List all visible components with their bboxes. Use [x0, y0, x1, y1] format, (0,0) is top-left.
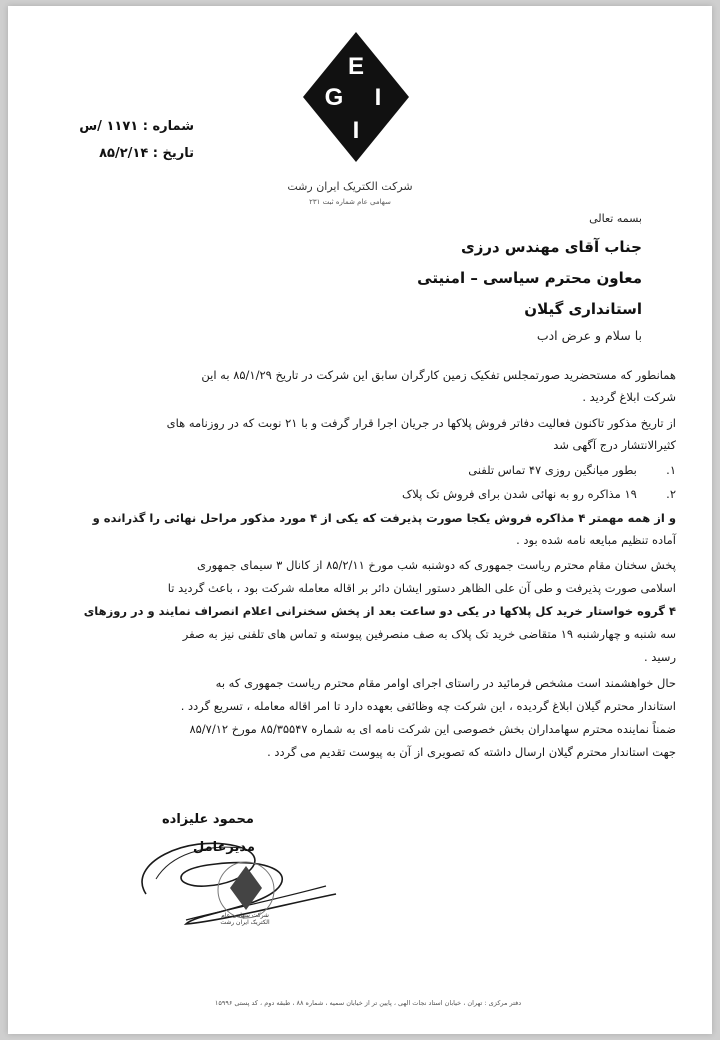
list-item-text: بطور میانگین روزی ۴۷ تماس تلفنی	[468, 463, 637, 477]
addressee-title: معاون محترم سیاسی – امنیتی	[417, 269, 642, 287]
stamp-line: الکتریک ایران رشت	[220, 919, 270, 926]
stamp-text	[200, 912, 290, 926]
addressee-office: استانداری گیلان	[524, 300, 642, 318]
list-item-number: ۱.	[666, 463, 676, 477]
body-line: سه شنبه و چهارشنبه ۱۹ متقاضی خرید تک پلاک به صف منصرفین پیوسته و تماس های تلفنی نیز به صفر	[182, 627, 676, 641]
list-item-number: ۲.	[666, 487, 676, 501]
signer-name: محمود علیزاده	[162, 812, 254, 827]
letter-number: شماره : ۱۱۷۱ /س	[79, 119, 194, 134]
egi-logo	[301, 30, 411, 164]
body-line: از تاریخ مذکور تاکنون فعالیت دفاتر فروش پلاکها در جریان اجرا قرار گرفت و با ۲۱ نوبت که در روزنامه های	[166, 416, 676, 430]
footer-address: دفتر مرکزی : تهران ، خیابان استاد نجات الهی ، پایین تر از خیابان سمیه ، شماره ۸۸ ، طبقه دوم ، کد پستی ۱۵۹۹۶	[214, 999, 522, 1007]
body-line: آماده تنظیم مبایعه نامه شده بود .	[516, 533, 676, 547]
list-item	[468, 463, 676, 477]
body-line: جهت استاندار محترم گیلان ارسال داشته که تصویری از آن به پیوست تقدیم می گردد .	[267, 745, 676, 759]
body-line: حال خواهشمند است مشخص فرمائید در راستای اجرای اوامر مقام محترم ریاست جمهوری که به	[215, 676, 676, 690]
logo-letter-g: G	[324, 84, 344, 111]
greeting: با سلام و عرض ادب	[536, 328, 642, 343]
logo-letter-e: E	[347, 53, 365, 80]
body-line: همانطور که مستحضرید صورتمجلس تفکیک زمین کارگران سابق این شرکت در تاریخ ۸۵/۱/۲۹ به این	[201, 368, 676, 382]
body-line: و از همه مهمتر ۴ مذاکره فروش یکجا صورت پذیرفت که یکی از ۴ مورد مذکور مراحل نهائی را گذرانده و	[92, 511, 676, 525]
letter-date: تاریخ : ۸۵/۲/۱۴	[99, 146, 194, 161]
body-line: ضمناً نماینده محترم سهامداران بخش خصوصی این شرکت نامه ای به شماره ۸۵/۳۵۵۴۷ مورخ ۸۵/۷/۱۲	[189, 722, 676, 736]
body-line: کثیرالانتشار درج آگهی شد	[553, 438, 676, 452]
letter-page	[8, 6, 712, 1034]
body-line: پخش سخنان مقام محترم ریاست جمهوری که دوشنبه شب مورخ ۸۵/۲/۱۱ از کانال ۳ سیمای جمهوری	[197, 558, 676, 572]
company-name: شرکت الکتریک ایران رشت	[287, 180, 413, 193]
body-line: ۴ گروه خواستار خرید کل پلاکها در یکی دو ساعت بعد از پخش سخنرانی اعلام انصراف نمایند و در روزهای	[83, 604, 676, 618]
logo-letter-i-bottom: I	[352, 117, 360, 144]
stamp-line: شرکت سهامی عام	[221, 912, 269, 919]
body-line: اسلامی صورت پذیرفت و طی آن علی الظاهر دستور ایشان دائر بر اقاله معامله شرکت بود ، باعث گردید تا	[167, 581, 676, 595]
addressee-name: جناب آقای مهندس درزی	[460, 238, 642, 256]
salutation: بسمه تعالی	[589, 212, 642, 225]
body-line: استاندار محترم گیلان ابلاغ گردیده ، این شرکت چه وظائفی بعهده دارد تا امر اقاله معامله ، تسریع گردد .	[180, 699, 676, 713]
body-line: شرکت ابلاغ گردید .	[582, 390, 676, 404]
company-registration: سهامی عام شماره ثبت ۲۳۱	[309, 198, 391, 206]
logo-letter-i-middle: I	[374, 84, 382, 111]
signer-title: مدیرعامل	[193, 840, 255, 855]
body-line: رسید .	[643, 650, 676, 664]
list-item-text: ۱۹ مذاکره رو به نهائی شدن برای فروش تک پلاک	[401, 487, 637, 501]
list-item	[402, 487, 676, 501]
